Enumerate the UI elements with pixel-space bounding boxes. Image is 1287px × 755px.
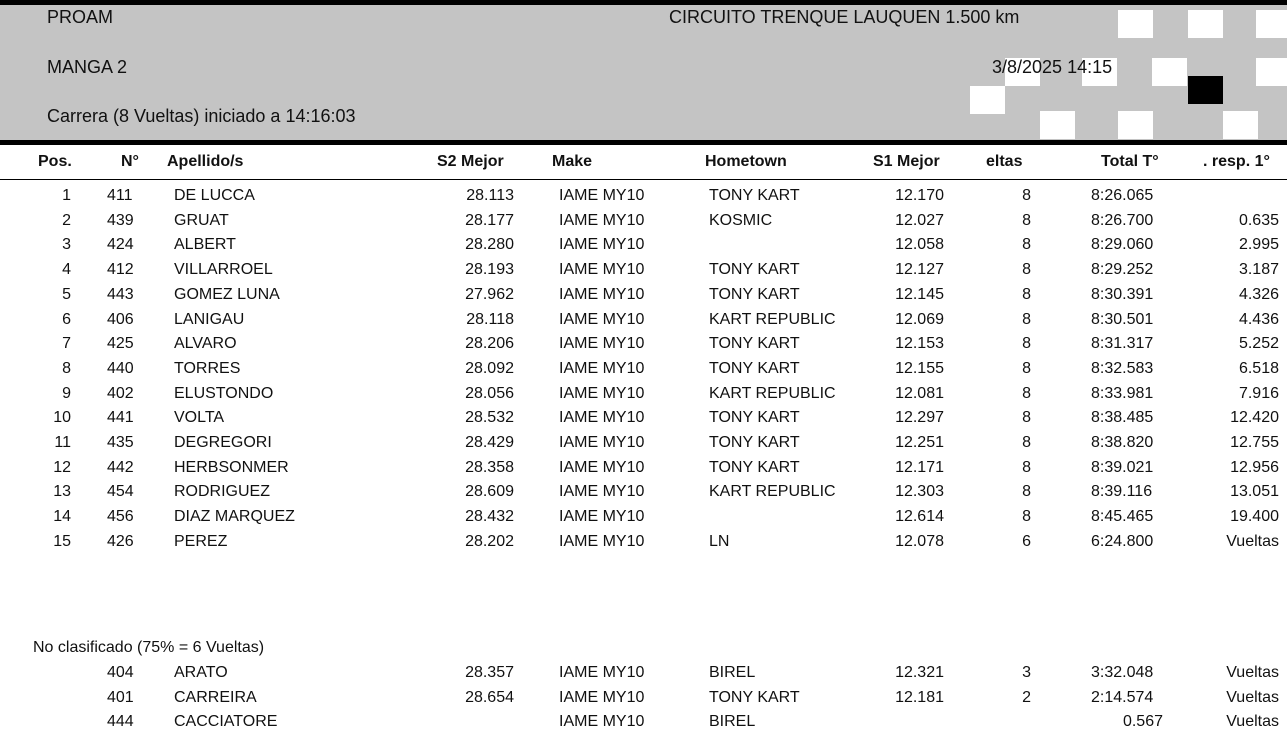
table-row [0,505,1287,529]
s2-cell: 28.092 [465,359,514,377]
gap-cell: 13.051 [1230,483,1279,501]
gap-cell: Vueltas [1226,532,1279,550]
hometown-cell: LN [709,532,730,550]
make-cell: IAME MY10 [559,285,645,303]
s2-cell: 28.432 [465,508,514,526]
name-cell: CARREIRA [174,688,257,706]
pos-cell: 3 [62,236,71,254]
s1-cell: 12.081 [895,384,944,402]
make-cell: IAME MY10 [559,458,645,476]
number-cell: 441 [107,409,134,427]
laps-cell: 8 [1022,211,1031,229]
name-cell: LANIGAU [174,310,245,328]
pos-cell: 7 [62,335,71,353]
total-cell: 8:38.485 [1091,409,1154,427]
pos-cell: 11 [54,434,71,451]
make-cell: IAME MY10 [559,409,645,427]
number-cell: 425 [107,335,134,353]
laps-cell: 8 [1022,359,1031,377]
hometown-cell: TONY KART [709,458,800,476]
heat-label: MANGA 2 [47,57,128,77]
laps-cell: 8 [1022,458,1031,476]
pos-cell: 13 [53,483,71,501]
make-cell: IAME MY10 [559,310,645,328]
gap-cell: 2.995 [1238,236,1279,254]
number-cell: 435 [107,434,134,451]
pos-cell: 12 [53,458,71,476]
hometown-cell: TONY KART [709,187,800,204]
total-cell: 8:30.391 [1091,285,1154,303]
hometown-cell: BIREL [709,664,756,681]
pos-cell: 4 [62,261,71,279]
s2-cell: 28.280 [465,236,514,254]
table-row [0,530,1287,554]
gap-cell: 6.518 [1238,359,1279,377]
total-cell: 8:33.981 [1091,384,1154,402]
table-row [0,710,1287,734]
number-cell: 424 [107,236,134,254]
s1-cell: 12.155 [895,359,944,377]
race-info: Carrera (8 Vueltas) iniciado a 14:16:03 [47,106,356,126]
name-cell: GOMEZ LUNA [174,285,280,303]
s1-cell: 12.251 [895,434,944,451]
table-row [0,233,1287,257]
s1-cell: 12.027 [895,211,944,229]
make-cell: IAME MY10 [559,261,645,279]
s2-cell: 28.609 [465,483,514,501]
number-cell: 406 [107,310,134,328]
col-total-time: Total T° [1101,153,1159,170]
name-cell: RODRIGUEZ [174,483,270,501]
make-cell: IAME MY10 [559,211,645,229]
make-cell: IAME MY10 [559,508,645,526]
total-cell: 2:14.574 [1091,688,1154,706]
col-hometown: Hometown [705,153,787,170]
gap-cell: 0.635 [1238,211,1279,229]
total-cell: 8:39.116 [1091,483,1153,501]
circuit-name: CIRCUITO TRENQUE LAUQUEN 1.500 km [669,7,1020,27]
total-cell: 3:32.048 [1091,664,1154,681]
name-cell: ARATO [174,664,228,681]
gap-cell: 4.326 [1238,285,1279,303]
pos-cell: 15 [53,532,71,550]
s1-cell: 12.153 [895,335,944,353]
hometown-cell: TONY KART [709,409,800,427]
hometown-cell: TONY KART [709,688,800,706]
number-cell: 404 [107,664,134,681]
s1-cell: 12.321 [895,664,944,681]
laps-cell: 8 [1022,335,1031,353]
s2-cell: 28.202 [465,532,514,550]
name-cell: ALBERT [174,236,236,254]
gap-cell: 19.400 [1230,508,1279,526]
gap-cell: 12.956 [1230,458,1279,476]
number-cell: 401 [107,688,134,706]
laps-cell: 3 [1022,664,1031,681]
number-cell: 411 [107,187,133,204]
s1-cell: 12.614 [895,508,944,526]
number-cell: 442 [107,458,134,476]
gap-cell: Vueltas [1226,664,1279,681]
number-cell: 444 [107,713,134,730]
make-cell: IAME MY10 [559,187,645,204]
name-cell: TORRES [174,359,241,377]
pos-cell: 5 [62,285,71,303]
number-cell: 412 [107,261,134,279]
category-label: PROAM [47,7,114,27]
name-cell: PEREZ [174,532,228,550]
name-cell: GRUAT [174,211,229,229]
number-cell: 426 [107,532,134,550]
laps-cell: 8 [1022,384,1031,402]
number-cell: 456 [107,508,134,526]
laps-cell: 2 [1022,688,1031,706]
make-cell: IAME MY10 [559,713,645,730]
pos-cell: 10 [53,409,71,427]
make-cell: IAME MY10 [559,664,645,681]
s2-cell: 28.113 [466,187,514,204]
number-cell: 443 [107,285,134,303]
s2-cell: 28.357 [465,664,514,681]
make-cell: IAME MY10 [559,236,645,254]
gap-cell: 7.916 [1238,384,1279,402]
header-divider [0,140,1287,145]
name-cell: VOLTA [174,409,225,427]
table-row [0,184,1287,208]
pos-cell: 1 [62,187,71,204]
total-cell: 6:24.800 [1091,532,1154,550]
table-row [0,456,1287,480]
total-cell: 0.567 [1122,713,1163,730]
table-row [0,283,1287,307]
pos-cell: 9 [62,384,71,402]
table-row [0,332,1287,356]
total-cell: 8:32.583 [1091,359,1154,377]
hometown-cell: KART REPUBLIC [709,384,836,402]
s1-cell: 12.058 [895,236,944,254]
total-cell: 8:38.820 [1091,434,1154,451]
table-row [0,209,1287,233]
s2-cell: 28.056 [465,384,514,402]
s1-cell: 12.127 [895,261,944,279]
gap-cell: Vueltas [1226,713,1279,730]
laps-cell: 8 [1022,261,1031,279]
name-cell: DE LUCCA [174,187,255,204]
s1-cell: 12.181 [895,688,944,706]
gap-cell: 5.252 [1238,335,1279,353]
gap-cell: 12.420 [1230,409,1279,427]
make-cell: IAME MY10 [559,688,645,706]
col-pos: Pos. [38,153,72,170]
total-cell: 8:39.021 [1091,458,1154,476]
make-cell: IAME MY10 [559,532,645,550]
gap-cell: 3.187 [1238,261,1279,279]
col-number: N° [121,153,139,170]
number-cell: 402 [107,384,134,402]
hometown-cell: TONY KART [709,434,800,451]
s1-cell: 12.170 [895,187,944,204]
name-cell: VILLARROEL [174,261,273,279]
table-row [0,406,1287,430]
hometown-cell: TONY KART [709,261,800,279]
laps-cell: 8 [1022,508,1031,526]
number-cell: 440 [107,359,134,377]
hometown-cell: KOSMIC [709,211,773,229]
s2-cell: 28.358 [465,458,514,476]
total-cell: 8:45.465 [1091,508,1154,526]
s2-cell: 28.532 [465,409,514,427]
total-cell: 8:26.065 [1091,187,1154,204]
table-row [0,382,1287,406]
s2-cell: 28.654 [465,688,514,706]
s2-cell: 28.177 [465,211,514,229]
pos-cell: 6 [62,310,71,328]
table-row [0,480,1287,504]
laps-cell: 8 [1022,434,1031,451]
s1-cell: 12.303 [895,483,944,501]
name-cell: CACCIATORE [174,713,278,730]
laps-cell: 8 [1022,236,1031,254]
s1-cell: 12.171 [895,458,944,476]
gap-cell: Vueltas [1226,688,1279,706]
laps-cell: 6 [1022,532,1031,550]
gap-cell: 4.436 [1238,310,1279,328]
pos-cell: 8 [62,359,71,377]
col-make: Make [552,153,593,170]
s2-cell: 28.206 [465,335,514,353]
name-cell: DIAZ MARQUEZ [174,508,295,526]
col-s2-best: S2 Mejor [437,153,504,170]
name-cell: ELUSTONDO [174,384,274,402]
hometown-cell: TONY KART [709,285,800,303]
laps-cell: 8 [1022,409,1031,427]
laps-cell: 8 [1022,483,1031,501]
name-cell: HERBSONMER [174,458,289,476]
table-row [0,357,1287,381]
col-name: Apellido/s [167,153,244,170]
name-cell: ALVARO [174,335,237,353]
pos-cell: 14 [53,508,71,526]
s1-cell: 12.078 [895,532,944,550]
gap-cell: 12.755 [1230,434,1279,451]
race-datetime: 3/8/2025 14:15 [992,57,1113,77]
make-cell: IAME MY10 [559,483,645,501]
not-classified-title: No clasificado (75% = 6 Vueltas) [33,639,265,656]
s2-cell: 28.429 [465,434,514,451]
table-row [0,661,1287,685]
col-laps: eltas [986,153,1023,170]
table-row [0,258,1287,282]
total-cell: 8:29.252 [1091,261,1154,279]
total-cell: 8:31.317 [1091,335,1154,353]
table-row [0,686,1287,710]
hometown-cell: TONY KART [709,359,800,377]
laps-cell: 8 [1022,310,1031,328]
number-cell: 439 [107,211,134,229]
name-cell: DEGREGORI [174,434,272,451]
make-cell: IAME MY10 [559,384,645,402]
s1-cell: 12.069 [895,310,944,328]
make-cell: IAME MY10 [559,335,645,353]
s2-cell: 28.118 [466,310,514,328]
pos-cell: 2 [62,211,71,229]
hometown-cell: BIREL [709,713,756,730]
number-cell: 454 [107,483,134,501]
total-cell: 8:30.501 [1091,310,1154,328]
col-gap: . resp. 1° [1203,153,1270,170]
hometown-cell: KART REPUBLIC [709,483,836,501]
s1-cell: 12.297 [895,409,944,427]
laps-cell: 8 [1022,187,1031,204]
laps-cell: 8 [1022,285,1031,303]
s2-cell: 28.193 [465,261,514,279]
hometown-cell: TONY KART [709,335,800,353]
make-cell: IAME MY10 [559,434,645,451]
s2-cell: 27.962 [465,285,514,303]
hometown-cell: KART REPUBLIC [709,310,836,328]
table-row [0,431,1287,455]
total-cell: 8:26.700 [1091,211,1154,229]
s1-cell: 12.145 [895,285,944,303]
col-s1-best: S1 Mejor [873,153,940,170]
total-cell: 8:29.060 [1091,236,1154,254]
report-header [0,0,1287,140]
make-cell: IAME MY10 [559,359,645,377]
column-header-divider [0,179,1287,180]
table-row [0,308,1287,332]
